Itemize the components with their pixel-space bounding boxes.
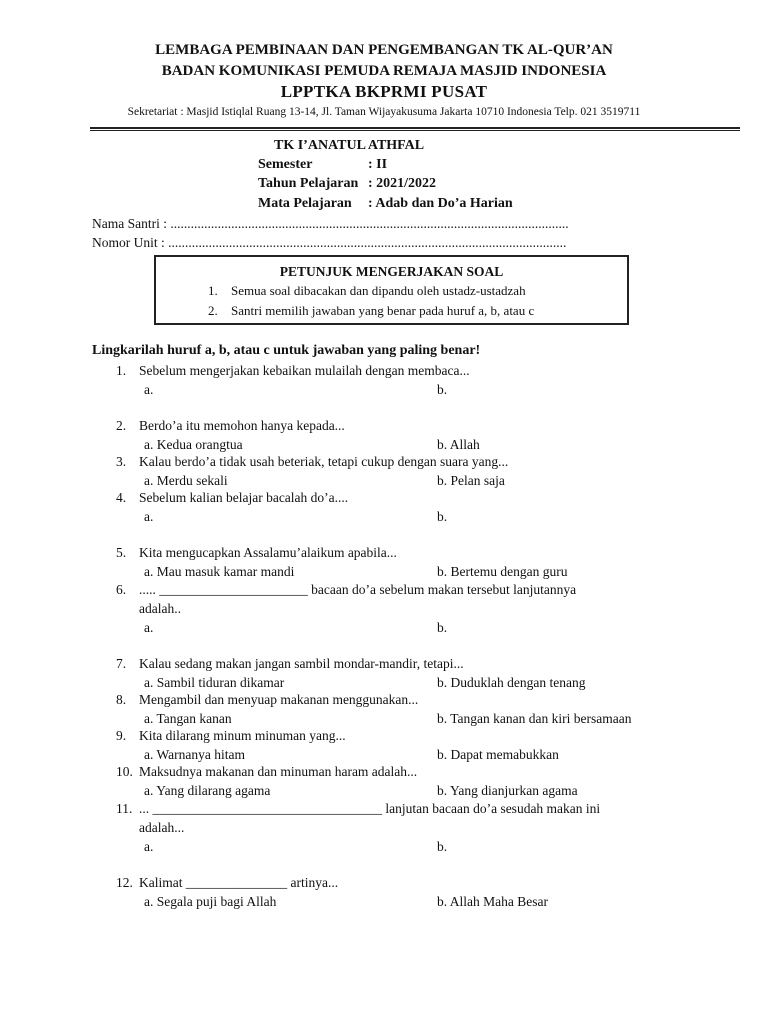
question-12-option-a[interactable]: a. Segala puji bagi Allah bbox=[144, 894, 277, 909]
question-6-text: ..... ______________________ bacaan do’a sebelum makan tersebut lanjutannya bbox=[139, 582, 577, 597]
question-1-text: Sebelum mengerjakan kebaikan mulailah dengan membaca... bbox=[139, 363, 470, 378]
question-8-number: 8. bbox=[116, 692, 127, 707]
year-label: Tahun Pelajaran bbox=[258, 176, 359, 191]
question-3-number: 3. bbox=[116, 454, 127, 469]
question-7-option-a[interactable]: a. Sambil tiduran dikamar bbox=[144, 675, 285, 690]
header-divider-thick bbox=[90, 127, 740, 129]
question-10-option-b[interactable]: b. Yang dianjurkan agama bbox=[437, 783, 578, 798]
question-3-option-b[interactable]: b. Pelan saja bbox=[437, 473, 505, 488]
question-5-option-a[interactable]: a. Mau masuk kamar mandi bbox=[144, 564, 295, 579]
question-6-option-b[interactable]: b. bbox=[437, 620, 448, 635]
question-8-text: Mengambil dan menyuap makanan menggunakan... bbox=[139, 692, 419, 707]
question-3-option-a[interactable]: a. Merdu sekali bbox=[144, 473, 228, 488]
question-10-number: 10. bbox=[116, 764, 133, 779]
question-9-text: Kita dilarang minum minuman yang... bbox=[139, 728, 346, 743]
question-10-text: Maksudnya makanan dan minuman haram adalah... bbox=[139, 764, 418, 779]
question-7-text: Kalau sedang makan jangan sambil mondar-mandir, tetapi... bbox=[139, 656, 464, 671]
answer-instruction: Lingkarilah huruf a, b, atau c untuk jawaban yang paling benar! bbox=[92, 343, 481, 358]
question-4-option-a[interactable]: a. bbox=[144, 509, 154, 524]
question-12-text: Kalimat _______________ artinya... bbox=[139, 875, 339, 890]
instruction-rule-1-number: 1. bbox=[208, 283, 218, 298]
unit-number-field[interactable]: Nomor Unit : ...................................................................................................................... bbox=[92, 235, 567, 250]
organization-abbrev: LPPTKA BKPRMI PUSAT bbox=[280, 82, 488, 101]
question-6-number: 6. bbox=[116, 582, 127, 597]
semester-label: Semester bbox=[258, 157, 313, 172]
semester-value: : II bbox=[368, 157, 388, 172]
question-3-text: Kalau berdo’a tidak usah beteriak, tetapi cukup dengan suara yang... bbox=[139, 454, 509, 469]
instruction-rule-2-number: 2. bbox=[208, 303, 218, 318]
organization-name: BADAN KOMUNIKASI PEMUDA REMAJA MASJID INDONESIA bbox=[161, 63, 607, 79]
question-11-number: 11. bbox=[116, 801, 133, 816]
question-2-number: 2. bbox=[116, 418, 127, 433]
question-4-number: 4. bbox=[116, 490, 127, 505]
question-12-option-b[interactable]: b. Allah Maha Besar bbox=[437, 894, 548, 909]
year-value: : 2021/2022 bbox=[368, 176, 437, 191]
subject-label: Mata Pelajaran bbox=[258, 196, 352, 211]
school-name: TK I’ANATUL ATHFAL bbox=[274, 138, 425, 153]
instruction-rule-1-text: Semua soal dibacakan dan dipandu oleh ustadz-ustadzah bbox=[231, 283, 526, 298]
question-11-option-a[interactable]: a. bbox=[144, 839, 154, 854]
question-9-option-b[interactable]: b. Dapat memabukkan bbox=[437, 747, 559, 762]
question-7-option-b[interactable]: b. Duduklah dengan tenang bbox=[437, 675, 586, 690]
question-12-number: 12. bbox=[116, 875, 133, 890]
header-divider-thin bbox=[90, 130, 740, 131]
secretariat-address: Sekretariat : Masjid Istiqlal Ruang 13-14, Jl. Taman Wijayakusuma Jakarta 10710 Indonesia Telp. 021 3519711 bbox=[127, 106, 641, 118]
question-7-number: 7. bbox=[116, 656, 127, 671]
question-1-option-b[interactable]: b. bbox=[437, 382, 448, 397]
question-2-option-a[interactable]: a. Kedua orangtua bbox=[144, 437, 243, 452]
question-9-number: 9. bbox=[116, 728, 127, 743]
question-4-text: Sebelum kalian belajar bacalah do’a.... bbox=[139, 490, 349, 505]
question-8-option-a[interactable]: a. Tangan kanan bbox=[144, 711, 232, 726]
student-name-field[interactable]: Nama Santri : ...................................................................................................................... bbox=[92, 216, 569, 231]
question-5-text: Kita mengucapkan Assalamu’alaikum apabila... bbox=[139, 545, 397, 560]
question-5-number: 5. bbox=[116, 545, 127, 560]
question-6-option-a[interactable]: a. bbox=[144, 620, 154, 635]
subject-value: : Adab dan Do’a Harian bbox=[368, 196, 513, 211]
question-2-text: Berdo’a itu memohon hanya kepada... bbox=[139, 418, 345, 433]
question-2-option-b[interactable]: b. Allah bbox=[437, 437, 480, 452]
question-9-option-a[interactable]: a. Warnanya hitam bbox=[144, 747, 245, 762]
instructions-title: PETUNJUK MENGERJAKAN SOAL bbox=[279, 264, 504, 279]
question-10-option-a[interactable]: a. Yang dilarang agama bbox=[144, 783, 271, 798]
question-11-option-b[interactable]: b. bbox=[437, 839, 448, 854]
institution-name: LEMBAGA PEMBINAAN DAN PENGEMBANGAN TK AL-QUR’AN bbox=[155, 42, 613, 58]
question-11-text: ... __________________________________ lanjutan bacaan do’a sesudah makan ini bbox=[139, 801, 601, 816]
instructions-box bbox=[154, 255, 629, 325]
question-4-option-b[interactable]: b. bbox=[437, 509, 448, 524]
question-1-number: 1. bbox=[116, 363, 127, 378]
question-6-text-continued: adalah.. bbox=[139, 601, 181, 616]
question-1-option-a[interactable]: a. bbox=[144, 382, 154, 397]
question-5-option-b[interactable]: b. Bertemu dengan guru bbox=[437, 564, 568, 579]
instruction-rule-2-text: Santri memilih jawaban yang benar pada huruf a, b, atau c bbox=[231, 303, 535, 318]
question-8-option-b[interactable]: b. Tangan kanan dan kiri bersamaan bbox=[437, 711, 632, 726]
question-11-text-continued: adalah... bbox=[139, 820, 185, 835]
